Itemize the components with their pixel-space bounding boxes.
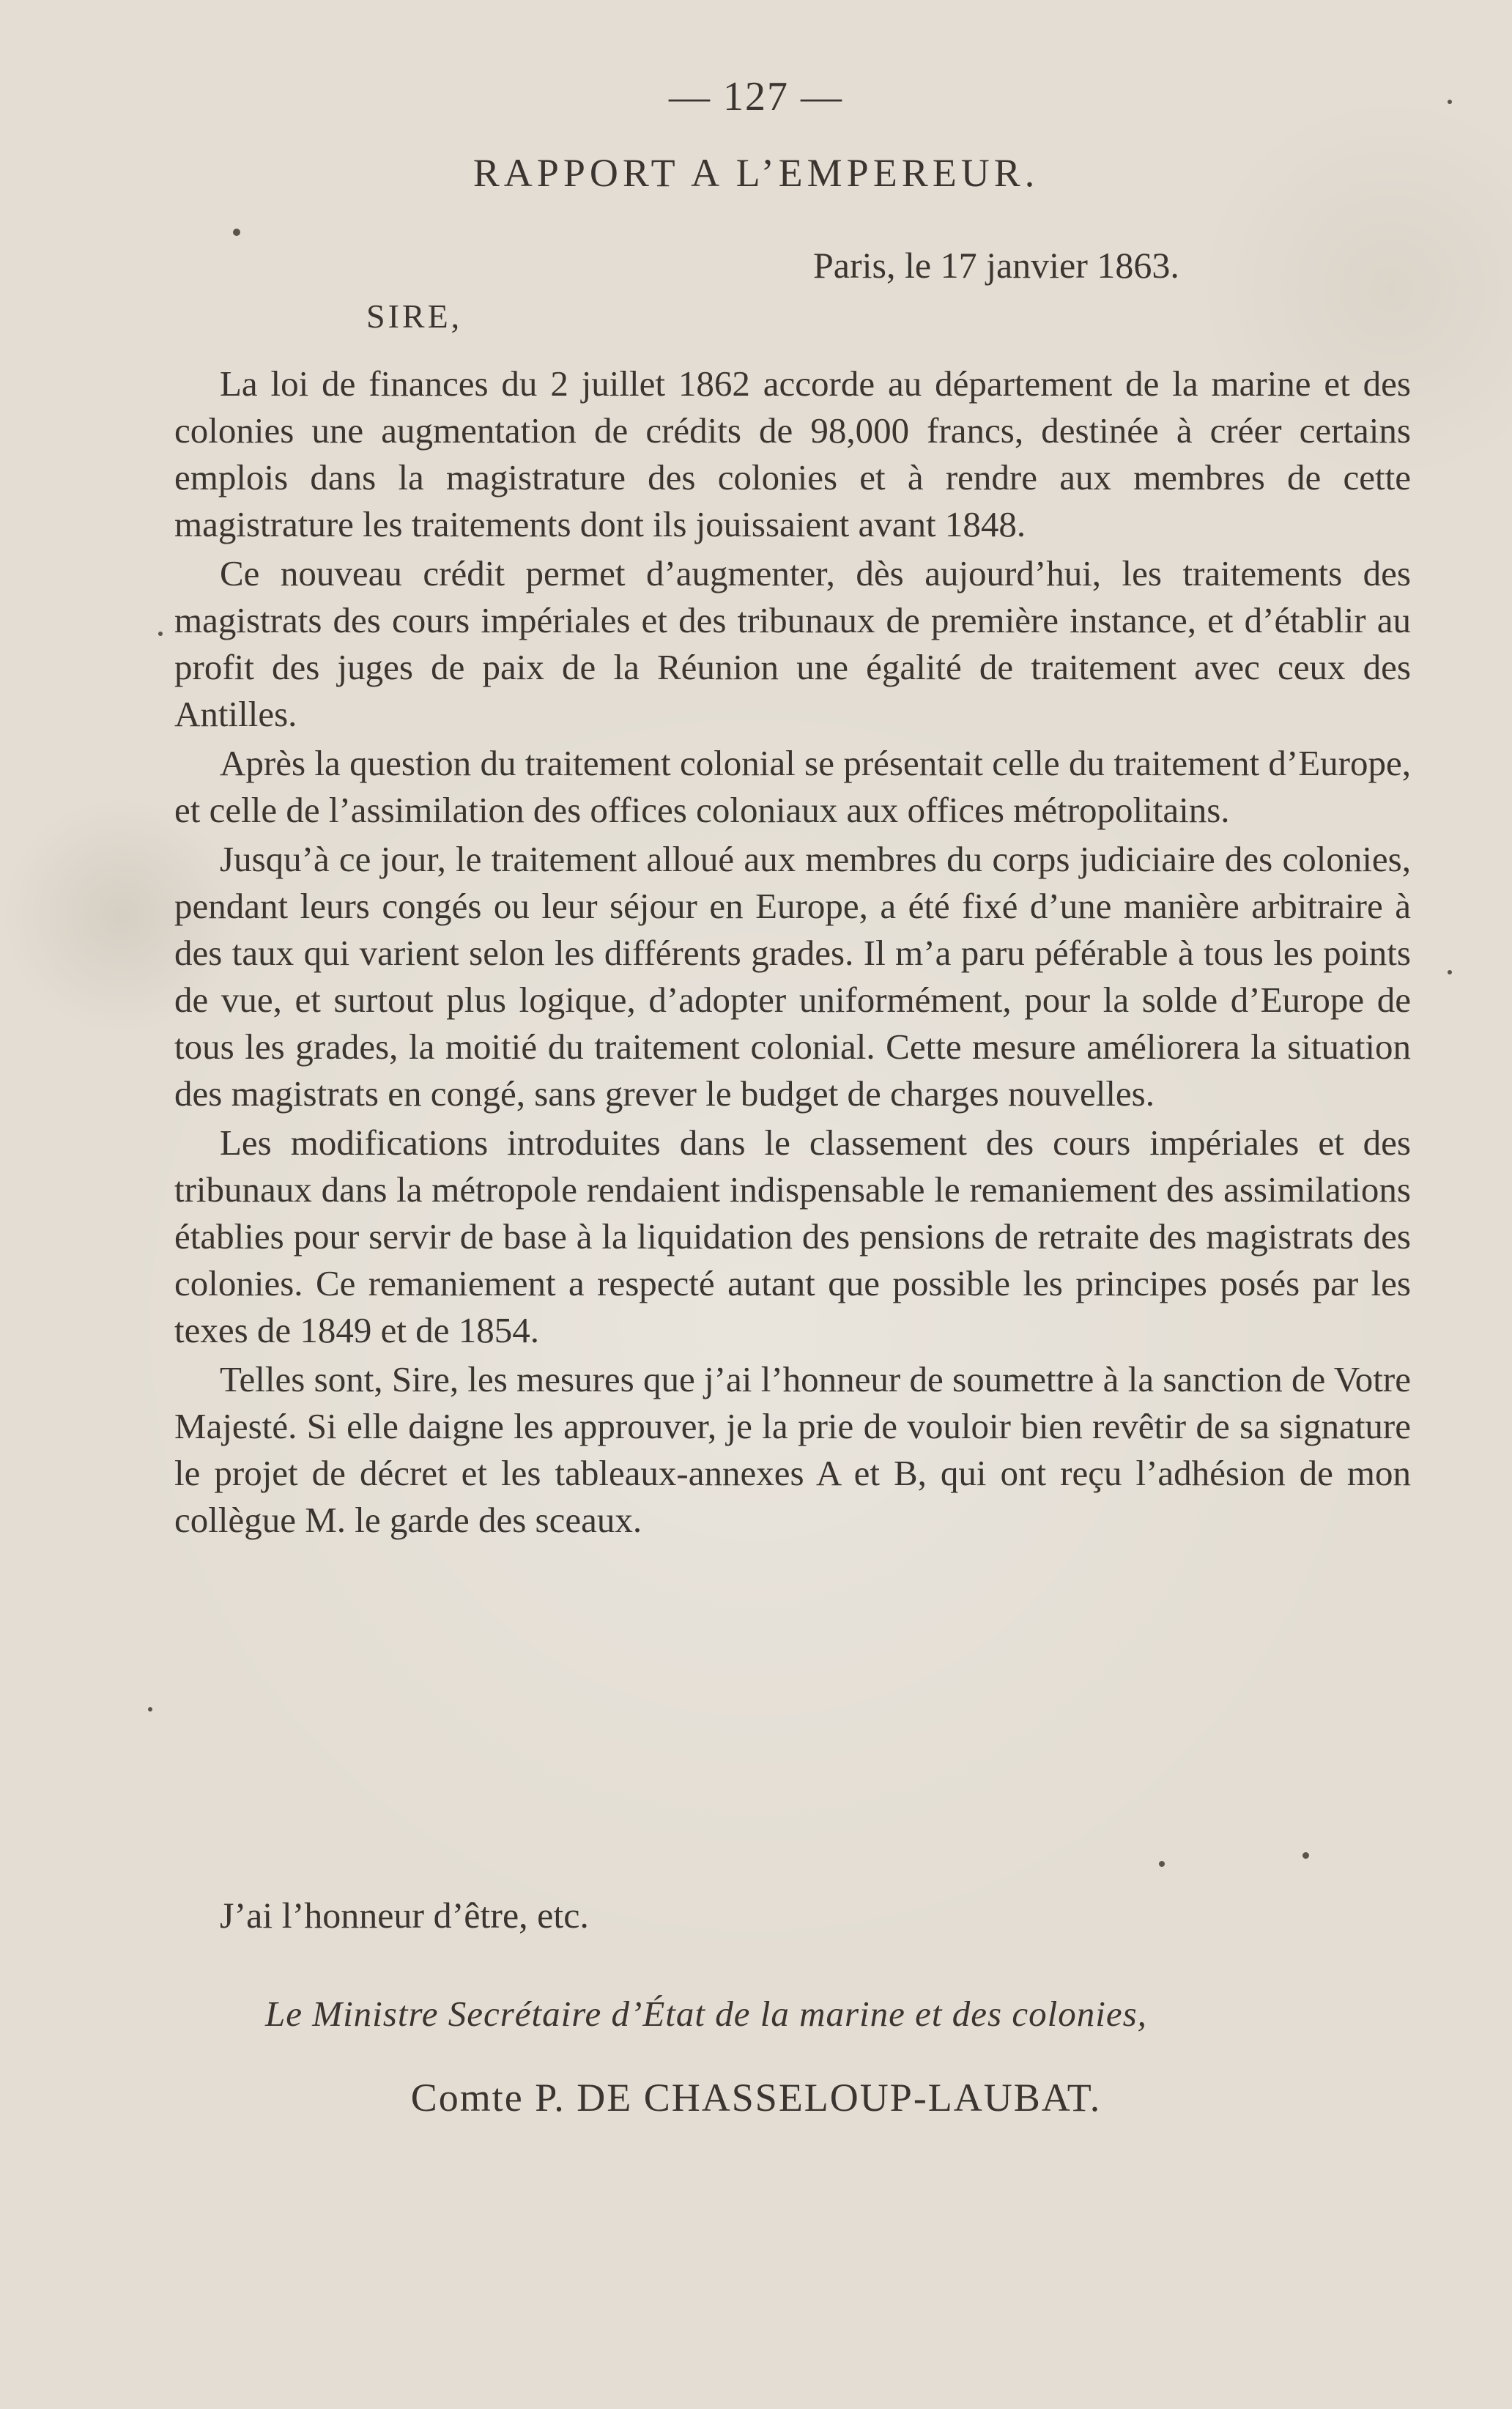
ink-speck <box>233 229 240 236</box>
document-title: RAPPORT A L’EMPEREUR. <box>472 151 1040 195</box>
page-number: — 127 — <box>669 74 843 119</box>
report-body <box>174 360 1411 1546</box>
salutation: SIRE, <box>366 297 463 335</box>
paragraph-submission: Telles sont, Sire, les mesures que j’ai l’honneur de soumettre à la sanction de Votre Majesté. Si elle daigne les approuver, je la prie de vouloir bien revêtir de sa signature le projet de décret et les tableaux-annexes A et B, qui ont reçu l’adhésion de mon collègue M. le garde des sceaux. <box>174 1359 1411 1540</box>
paragraph-european-salary: Après la question du traitement colonial se présentait celle du traitement d’Europe, et celle de l’assimilation des offices coloniaux aux offices métropolitains. <box>174 743 1411 830</box>
paragraph-new-credit: Ce nouveau crédit permet d’augmenter, dès aujourd’hui, les traitements des magistrats des cours impériales et des tribunaux de première instance, et d’établir au profit des juges de paix de la Réunion une égalité de traitement avec ceux des Antilles. <box>174 553 1411 734</box>
signature-name: Comte P. DE CHASSELOUP-LAUBAT. <box>410 2076 1102 2120</box>
paragraph-pension-assimilation: Les modifications introduites dans le classement des cours impériales et des tribunaux dans la métropole rendaient indispensable le remaniement des assimilations établies pour servir de base à la liquidation des pensions de retraite des magistrats des colonies. Ce remaniement a respecté autant que possible les principes posés par les texes de 1849 et de 1854. <box>174 1122 1411 1350</box>
closing-formula: J’ai l’honneur d’être, etc. <box>220 1895 589 1936</box>
ink-speck <box>158 632 163 636</box>
paragraph-finance-law: La loi de finances du 2 juillet 1862 accorde au département de la marine et des colonies une augmentation de crédits de 98,000 francs, destinée à créer certains emplois dans la magistrature des colonies et à rendre aux membres de cette magistrature les traitements dont ils jouissaient avant 1848. <box>174 363 1411 544</box>
paragraph-leave-pay: Jusqu’à ce jour, le traitement alloué aux membres du corps judiciaire des colonies, pendant leurs congés ou leur séjour en Europe, a été fixé d’une manière arbitraire à des taux qui varient selon les différents grades. Il m’a paru péférable à tous les points de vue, et surtout plus logique, d’adopter uniformément, pour la solde d’Europe de tous les grades, la moitié du traitement colonial. Cette mesure améliorera la situation des magistrats en congé, sans grever le budget de charges nouvelles. <box>174 839 1411 1114</box>
ink-speck <box>148 1707 152 1712</box>
ink-speck <box>1448 970 1452 974</box>
ink-speck <box>1302 1852 1309 1859</box>
ink-speck <box>1159 1861 1165 1867</box>
signature-title: Le Ministre Secrétaire d’État de la marine et des colonies, <box>265 1994 1147 2034</box>
ink-speck <box>1448 100 1452 104</box>
dateline: Paris, le 17 janvier 1863. <box>813 245 1179 286</box>
